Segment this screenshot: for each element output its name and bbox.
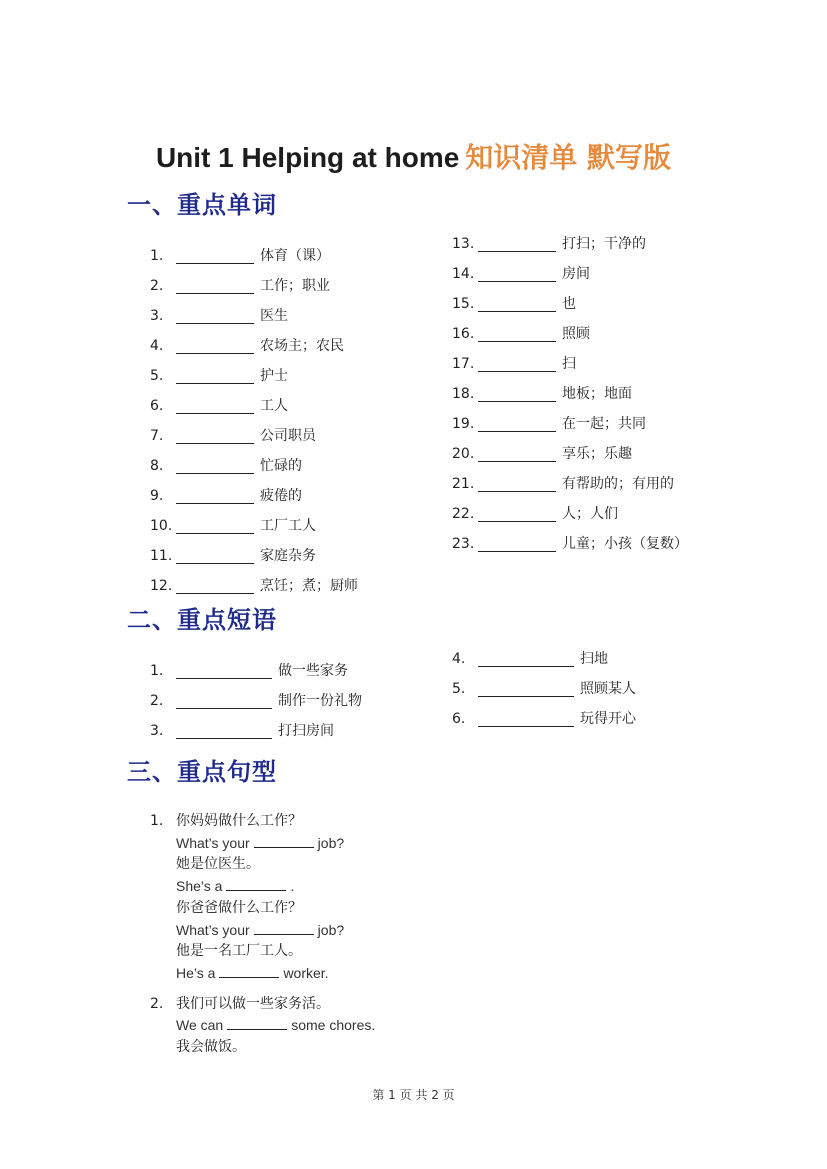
answer-blank[interactable] — [478, 355, 556, 372]
answer-blank[interactable] — [478, 650, 574, 667]
list-item: 19. 在一起；共同 — [452, 416, 646, 432]
answer-blank[interactable] — [478, 265, 556, 282]
answer-blank[interactable] — [478, 680, 574, 697]
answer-blank[interactable] — [227, 1015, 287, 1030]
answer-blank[interactable] — [176, 457, 254, 474]
list-item: 4. 扫地 — [452, 651, 608, 667]
answer-blank[interactable] — [478, 235, 556, 252]
answer-blank[interactable] — [176, 722, 272, 739]
list-item: 5. 护士 — [150, 368, 288, 384]
answer-blank[interactable] — [478, 710, 574, 727]
sentence-item: 1. 你妈妈做什么工作？ What’s your job? 她是位医生。 She’s a . 你爸爸做什么工作？ What’s your job? 他是一名工厂工人。 He’s a worker. — [150, 813, 345, 981]
list-item: 23. 儿童；小孩（复数） — [452, 536, 688, 552]
list-item: 21. 有帮助的；有用的 — [452, 476, 674, 492]
answer-blank[interactable] — [176, 337, 254, 354]
list-item: 16. 照顾 — [452, 326, 590, 342]
list-item: 3. 打扫房间 — [150, 723, 334, 739]
answer-blank[interactable] — [176, 307, 254, 324]
list-item: 14. 房间 — [452, 266, 590, 282]
answer-blank[interactable] — [478, 475, 556, 492]
answer-blank[interactable] — [478, 415, 556, 432]
list-item: 17. 扫 — [452, 356, 576, 372]
list-item: 15. 也 — [452, 296, 576, 312]
list-item: 9. 疲倦的 — [150, 488, 302, 504]
answer-blank[interactable] — [176, 692, 272, 709]
list-item: 1. 体育（课） — [150, 248, 330, 264]
page-footer: 第 1 页 共 2 页 — [372, 1088, 455, 1102]
answer-blank[interactable] — [176, 662, 272, 679]
list-item: 10. 工厂工人 — [150, 518, 316, 534]
page-title — [0, 138, 827, 178]
sentence-item: 2. 我们可以做一些家务活。 We can some chores. 我会做饭。 — [150, 995, 376, 1056]
list-item: 7. 公司职员 — [150, 428, 316, 444]
answer-blank[interactable] — [176, 577, 254, 594]
answer-blank[interactable] — [478, 325, 556, 342]
answer-blank[interactable] — [176, 517, 254, 534]
word-list-left — [150, 241, 358, 601]
list-item: 8. 忙碌的 — [150, 458, 302, 474]
answer-blank[interactable] — [176, 487, 254, 504]
answer-blank[interactable] — [254, 920, 314, 935]
list-item: 22. 人；人们 — [452, 506, 618, 522]
title-english: Unit 1 Helping at home — [155, 142, 460, 173]
list-item: 4. 农场主；农民 — [150, 338, 344, 354]
section-heading-phrases: 二、重点短语 — [127, 605, 277, 634]
answer-blank[interactable] — [176, 427, 254, 444]
answer-blank[interactable] — [478, 385, 556, 402]
answer-blank[interactable] — [219, 963, 279, 978]
list-item: 13. 打扫；干净的 — [452, 236, 646, 252]
list-item: 2. 工作；职业 — [150, 278, 330, 294]
section-heading-sentences: 三、重点句型 — [127, 757, 277, 786]
word-list-right — [452, 229, 688, 559]
list-item: 20. 享乐；乐趣 — [452, 446, 632, 462]
list-item: 11. 家庭杂务 — [150, 548, 316, 564]
phrase-list-left — [150, 656, 362, 746]
sentence-list — [150, 811, 375, 1059]
list-item: 6. 玩得开心 — [452, 711, 636, 727]
answer-blank[interactable] — [176, 547, 254, 564]
answer-blank[interactable] — [478, 445, 556, 462]
list-item: 6. 工人 — [150, 398, 288, 414]
section-heading-words: 一、重点单词 — [127, 190, 277, 219]
answer-blank[interactable] — [478, 505, 556, 522]
list-item: 2. 制作一份礼物 — [150, 693, 362, 709]
answer-blank[interactable] — [176, 367, 254, 384]
list-item: 1. 做一些家务 — [150, 663, 348, 679]
title-chinese: 知识清单 默写版 — [465, 141, 672, 174]
answer-blank[interactable] — [478, 295, 556, 312]
answer-blank[interactable] — [226, 876, 286, 891]
answer-blank[interactable] — [176, 247, 254, 264]
list-item: 18. 地板；地面 — [452, 386, 632, 402]
answer-blank[interactable] — [176, 277, 254, 294]
phrase-list-right — [452, 644, 636, 734]
answer-blank[interactable] — [254, 833, 314, 848]
answer-blank[interactable] — [478, 535, 556, 552]
list-item: 12. 烹饪；煮；厨师 — [150, 578, 358, 594]
answer-blank[interactable] — [176, 397, 254, 414]
list-item: 5. 照顾某人 — [452, 681, 636, 697]
list-item: 3. 医生 — [150, 308, 288, 324]
